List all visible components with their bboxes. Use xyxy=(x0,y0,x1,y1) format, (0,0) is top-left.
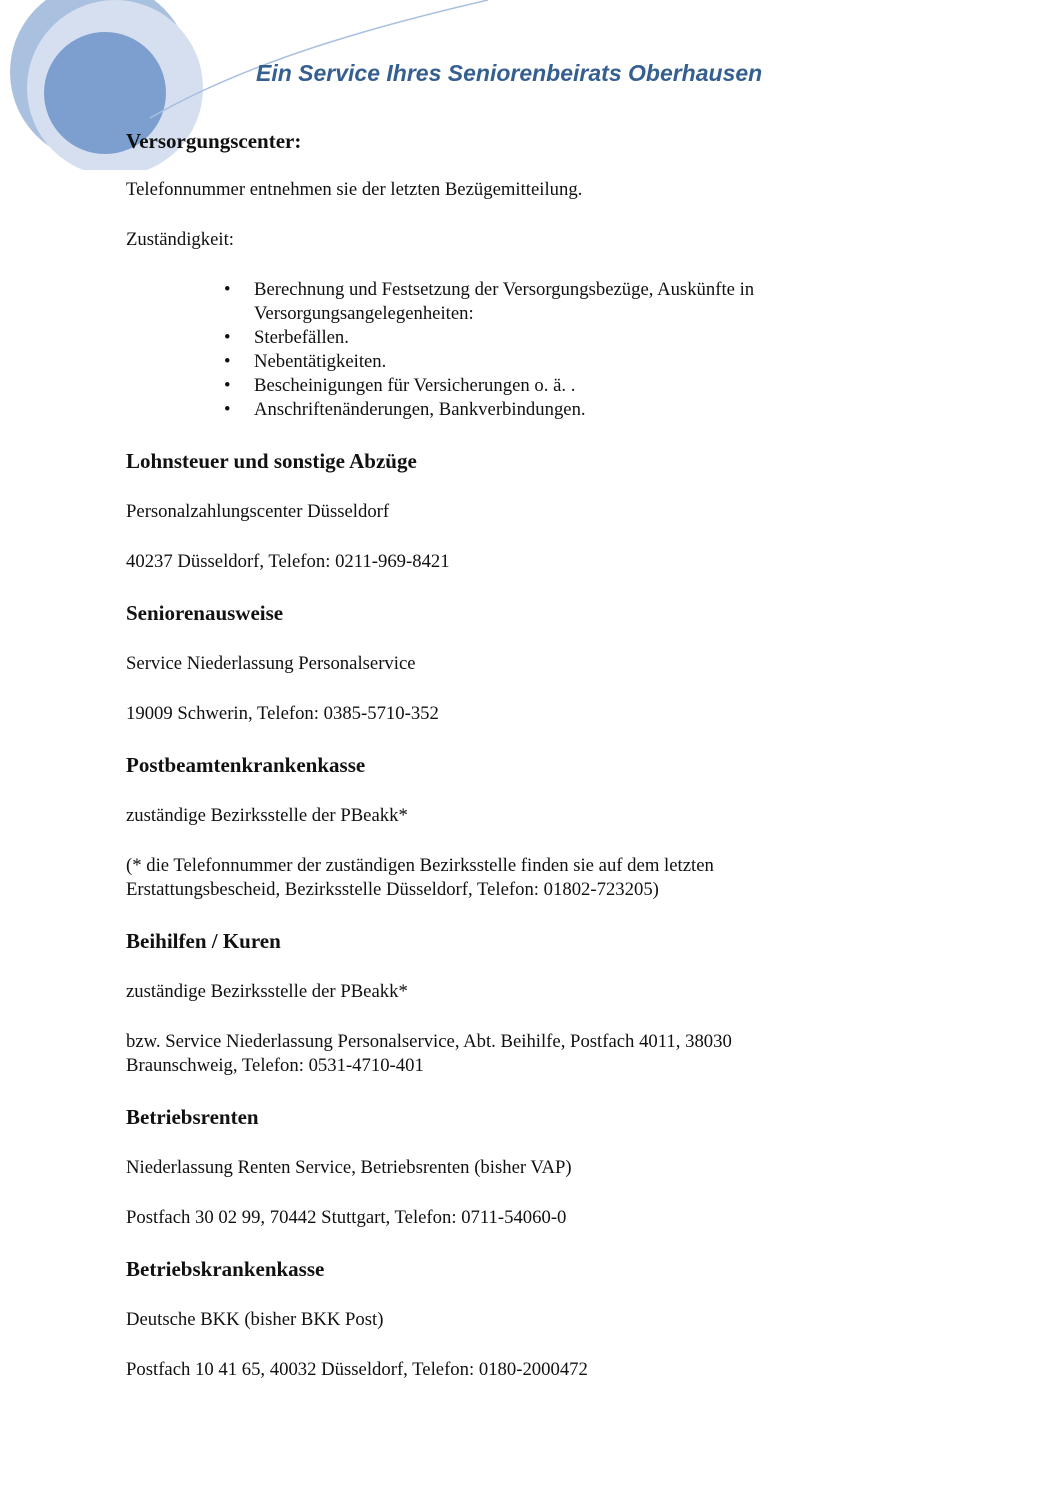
section-text: zuständige Bezirksstelle der PBeakk* xyxy=(126,805,408,826)
document-body xyxy=(126,128,926,1382)
section-text: 19009 Schwerin, Telefon: 0385-5710-352 xyxy=(126,703,439,724)
list-item xyxy=(126,398,926,422)
section-heading-postbeamtenkrankenkasse: Postbeamtenkrankenkasse xyxy=(126,753,366,777)
section-text: Deutsche BKK (bisher BKK Post) xyxy=(126,1309,384,1330)
section-text: (* die Telefonnummer der zuständigen Bezirksstelle finden sie auf dem letzten Erstattungsbescheid, Bezirksstelle Düsseldorf, Telefon: 01802-723205) xyxy=(126,855,714,900)
bullet-icon: • xyxy=(224,351,231,372)
section-text: Niederlassung Renten Service, Betriebsrenten (bisher VAP) xyxy=(126,1157,572,1178)
section-heading-seniorenausweise: Seniorenausweise xyxy=(126,601,284,625)
bullet-icon: • xyxy=(224,327,231,348)
section-text: bzw. Service Niederlassung Personalservice, Abt. Beihilfe, Postfach 4011, 38030 Braunschweig, Telefon: 0531-4710-401 xyxy=(126,1031,732,1076)
section-text: zuständige Bezirksstelle der PBeakk* xyxy=(126,981,408,1002)
section-text: Postfach 10 41 65, 40032 Düsseldorf, Telefon: 0180-2000472 xyxy=(126,1359,588,1380)
section-heading-versorgungscenter: Versorgungscenter: xyxy=(126,129,302,153)
header-title: Ein Service Ihres Seniorenbeirats Oberhausen xyxy=(256,60,763,86)
list-item xyxy=(126,374,926,398)
section-heading-beihilfen: Beihilfen / Kuren xyxy=(126,929,281,953)
list-item-text: Anschriftenänderungen, Bankverbindungen. xyxy=(254,399,586,420)
section-text: 40237 Düsseldorf, Telefon: 0211-969-8421 xyxy=(126,551,450,572)
list-item-text: Bescheinigungen für Versicherungen o. ä. . xyxy=(254,375,576,396)
list-item-text: Nebentätigkeiten. xyxy=(254,351,387,372)
section-text: Personalzahlungscenter Düsseldorf xyxy=(126,501,390,522)
bullet-icon: • xyxy=(224,399,231,420)
list-item-text: Berechnung und Festsetzung der Versorgungsbezüge, Auskünfte in Versorgungsangelegenheiten: xyxy=(254,279,755,324)
list-item xyxy=(126,278,926,326)
section-heading-betriebskrankenkasse: Betriebskrankenkasse xyxy=(126,1257,325,1281)
section-text: Zuständigkeit: xyxy=(126,229,234,250)
section-text: Telefonnummer entnehmen sie der letzten Bezügemitteilung. xyxy=(126,179,583,200)
section-heading-lohnsteuer: Lohnsteuer und sonstige Abzüge xyxy=(126,449,417,473)
list-item xyxy=(126,350,926,374)
list-item xyxy=(126,326,926,350)
list-item-text: Sterbefällen. xyxy=(254,327,349,348)
bullet-icon: • xyxy=(224,279,231,300)
responsibility-list xyxy=(126,278,926,422)
section-heading-betriebsrenten: Betriebsrenten xyxy=(126,1105,259,1129)
section-text: Postfach 30 02 99, 70442 Stuttgart, Telefon: 0711-54060-0 xyxy=(126,1207,567,1228)
section-text: Service Niederlassung Personalservice xyxy=(126,653,416,674)
bullet-icon: • xyxy=(224,375,231,396)
